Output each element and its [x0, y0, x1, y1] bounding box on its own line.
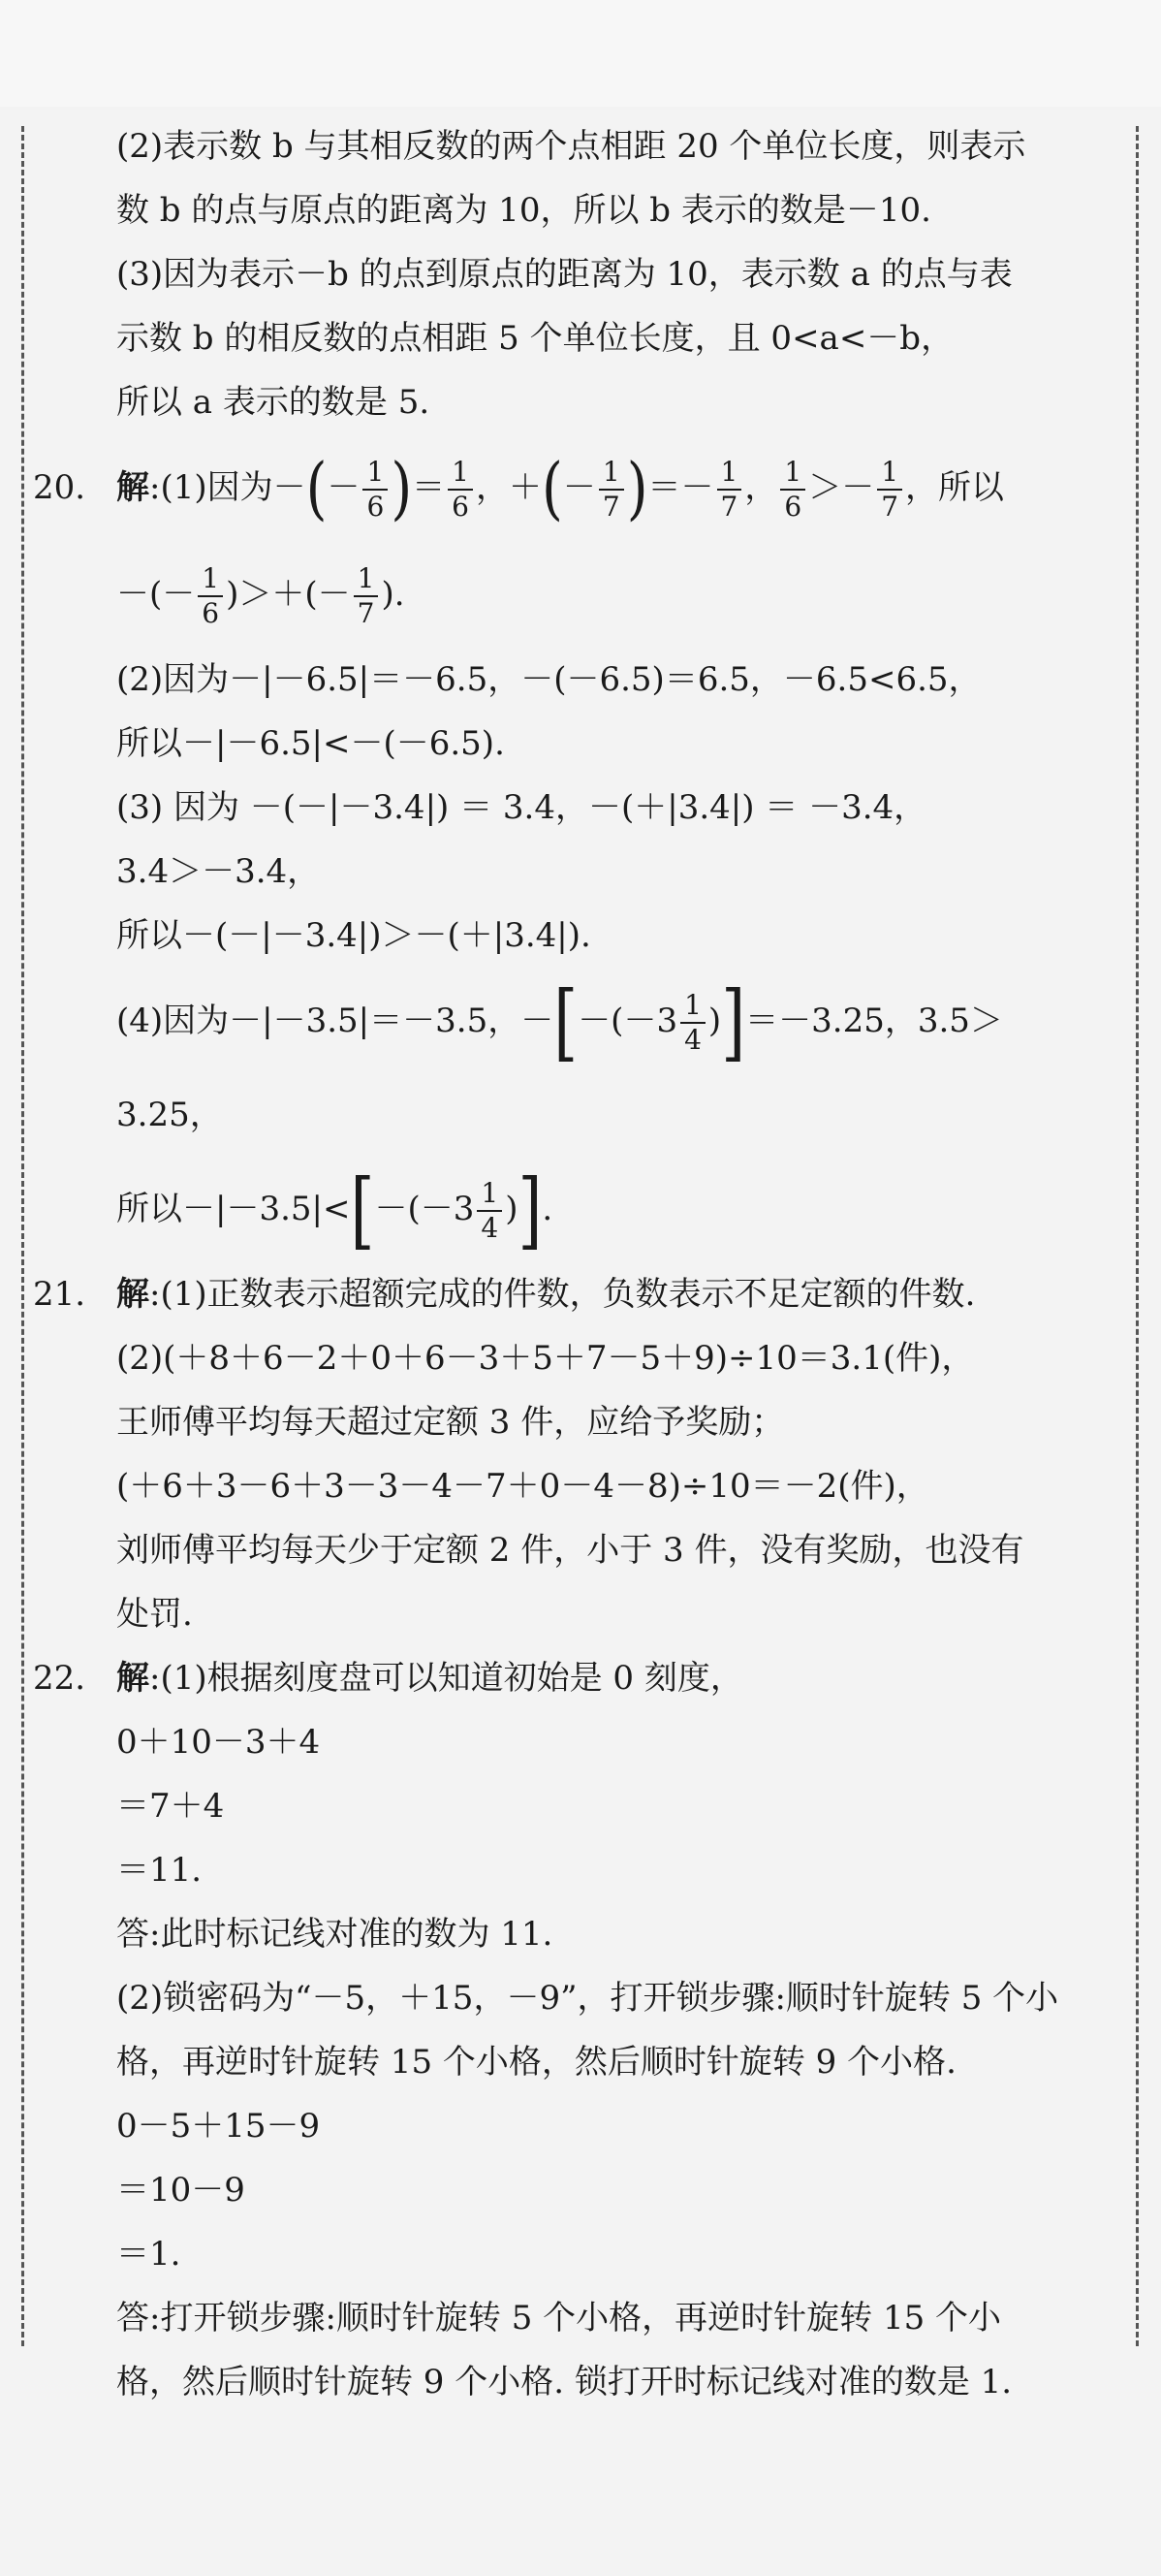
minus: － — [327, 468, 361, 507]
q21-line-1 — [33, 1262, 1105, 1326]
numerator: 1 — [877, 456, 902, 491]
jie-label: 解 — [116, 1659, 149, 1698]
q22-line-2: 0＋10－3＋4 — [116, 1723, 321, 1762]
jie-label: 解 — [116, 468, 149, 507]
paren: ) — [381, 575, 394, 614]
bracket: ] — [518, 1162, 543, 1259]
q20-number: 20. — [33, 468, 86, 507]
numerator: 1 — [448, 456, 473, 491]
q22-line-12: 格，然后顺时针旋转 9 个小格. 锁打开时标记线对准的数是 1. — [116, 2363, 1013, 2401]
q22-line-4: ＝11. — [116, 1851, 203, 1890]
numerator: 1 — [477, 1177, 502, 1212]
text: . — [542, 1190, 553, 1228]
minus: － — [562, 468, 596, 507]
text: :(1)根据刻度盘可以知道初始是 0 刻度， — [149, 1659, 743, 1698]
q21-line-3: 王师傅平均每天超过定额 3 件，应给予奖励； — [116, 1403, 785, 1442]
text: ， — [744, 468, 778, 507]
denominator: 7 — [602, 491, 620, 523]
paren: ) — [505, 1190, 518, 1228]
q22-line-6: (2)锁密码为“－5，＋15，－9”，打开锁步骤:顺时针旋转 5 个小 — [116, 1979, 1059, 2018]
bracket: ] — [721, 974, 746, 1071]
paren: ) — [707, 1002, 722, 1040]
denominator: 7 — [720, 491, 738, 523]
paren: ) — [226, 575, 239, 614]
bracket: [ — [553, 974, 579, 1071]
q19-line-3: (3)因为表示－b 的点到原点的距离为 10，表示数 a 的点与表 — [116, 255, 1013, 294]
q20-line-6: 3.4＞－3.4， — [116, 852, 321, 891]
paren: ) — [391, 449, 413, 528]
q19-line-5: 所以 a 表示的数是 5. — [116, 383, 430, 422]
paren: ( — [304, 575, 318, 614]
q19-line-1: (2)表示数 b 与其相反数的两个点相距 20 个单位长度，则表示 — [116, 127, 1026, 166]
paren: ( — [542, 449, 563, 528]
denominator: 6 — [202, 597, 220, 629]
fraction-1-6 — [780, 456, 805, 524]
q20-line-4: 所以－|－6.5|<－(－6.5). — [116, 724, 505, 763]
fraction-1-4 — [477, 1177, 502, 1245]
q20-line-5: (3) 因为 －(－|－3.4|) ＝ 3.4，－(＋|3.4|) ＝ －3.4， — [116, 788, 927, 827]
text: ＞－ — [808, 468, 875, 507]
bracket: [ — [350, 1162, 375, 1259]
denominator: 6 — [366, 491, 385, 523]
fraction-1-7 — [599, 456, 624, 524]
minus: － — [317, 575, 351, 614]
q22-line-3: ＝7＋4 — [116, 1787, 225, 1826]
denominator: 4 — [481, 1212, 499, 1244]
numerator: 1 — [780, 456, 805, 491]
text: ，所以 — [905, 468, 1005, 507]
right-binding-dashed-line — [1136, 126, 1139, 2346]
left-binding-dashed-line — [21, 126, 24, 2346]
numerator: 1 — [354, 562, 379, 597]
q19-line-2: 数 b 的点与原点的距离为 10，所以 b 表示的数是－10. — [116, 191, 931, 230]
fraction-1-7 — [354, 562, 379, 630]
denominator: 7 — [357, 597, 375, 629]
fraction-1-7 — [877, 456, 902, 524]
denominator: 6 — [452, 491, 469, 523]
q20-line-8 — [116, 968, 1105, 1074]
fraction-1-6 — [362, 456, 388, 524]
fraction-1-4 — [680, 989, 706, 1057]
text: (4)因为－|－3.5|＝－3.5，－ — [116, 1002, 554, 1040]
text: :(1)因为－ — [149, 468, 306, 507]
q21-line-2: (2)(＋8＋6－2＋0＋6－3＋5＋7－5＋9)÷10＝3.1(件)， — [116, 1339, 975, 1378]
text: . — [393, 575, 405, 614]
q21-line-6: 处罚. — [116, 1595, 193, 1634]
q22-number: 22. — [33, 1659, 86, 1698]
q20-line-9: 3.25， — [116, 1096, 223, 1134]
q20-line-10 — [116, 1156, 1105, 1262]
numerator: 1 — [717, 456, 742, 491]
fraction-1-6 — [448, 456, 473, 524]
text: －(－3 — [578, 1002, 678, 1040]
jie-label: 解 — [116, 1275, 149, 1314]
q22-line-5: 答:此时标记线对准的数为 11. — [116, 1915, 553, 1954]
q22-line-9: ＝10－9 — [116, 2171, 245, 2210]
q22-line-7: 格，再逆时针旋转 15 个小格，然后顺时针旋转 9 个小格. — [116, 2043, 957, 2082]
answer-content — [33, 114, 1105, 2414]
denominator: 4 — [684, 1024, 702, 1056]
text: 所以－|－3.5|< — [116, 1190, 351, 1228]
q22-line-1 — [33, 1646, 1105, 1710]
text: ＝－ — [647, 468, 714, 507]
text: －(－3 — [374, 1190, 475, 1228]
q21-line-4: (＋6＋3－6＋3－3－4－7＋0－4－8)÷10＝－2(件)， — [116, 1467, 929, 1506]
paren: ) — [626, 449, 648, 528]
q21-number: 21. — [33, 1275, 86, 1314]
numerator: 1 — [680, 989, 706, 1024]
q20-line-1 — [33, 434, 1105, 541]
paren: ( — [305, 449, 328, 528]
numerator: 1 — [198, 562, 223, 597]
numerator: 1 — [362, 456, 388, 491]
text: ，＋ — [476, 468, 542, 507]
q22-line-11: 答:打开锁步骤:顺时针旋转 5 个小格，再逆时针旋转 15 个小 — [116, 2299, 1002, 2337]
q20-line-7: 所以－(－|－3.4|)＞－(＋|3.4|). — [116, 916, 591, 955]
minus: － — [162, 575, 196, 614]
q20-line-2 — [116, 541, 1105, 648]
denominator: 7 — [881, 491, 899, 523]
q22-line-10: ＝1. — [116, 2235, 181, 2274]
fraction-1-7 — [717, 456, 742, 524]
numerator: 1 — [599, 456, 624, 491]
q19-line-4: 示数 b 的相反数的点相距 5 个单位长度，且 0<a<－b， — [116, 319, 955, 358]
text: ＝ — [412, 468, 446, 507]
page-top-margin — [0, 0, 1161, 107]
fraction-1-6 — [198, 562, 223, 630]
text: ＞＋ — [238, 575, 305, 614]
text: :(1)正数表示超额完成的件数，负数表示不足定额的件数. — [149, 1275, 976, 1314]
text: －( — [116, 575, 163, 614]
q20-line-3: (2)因为－|－6.5|＝－6.5，－(－6.5)＝6.5，－6.5<6.5， — [116, 660, 982, 699]
denominator: 6 — [784, 491, 802, 523]
text: ＝－3.25，3.5＞ — [745, 1002, 1003, 1040]
q21-line-5: 刘师傅平均每天少于定额 2 件，小于 3 件，没有奖励，也没有 — [116, 1531, 1024, 1570]
q22-line-8: 0－5＋15－9 — [116, 2107, 321, 2146]
